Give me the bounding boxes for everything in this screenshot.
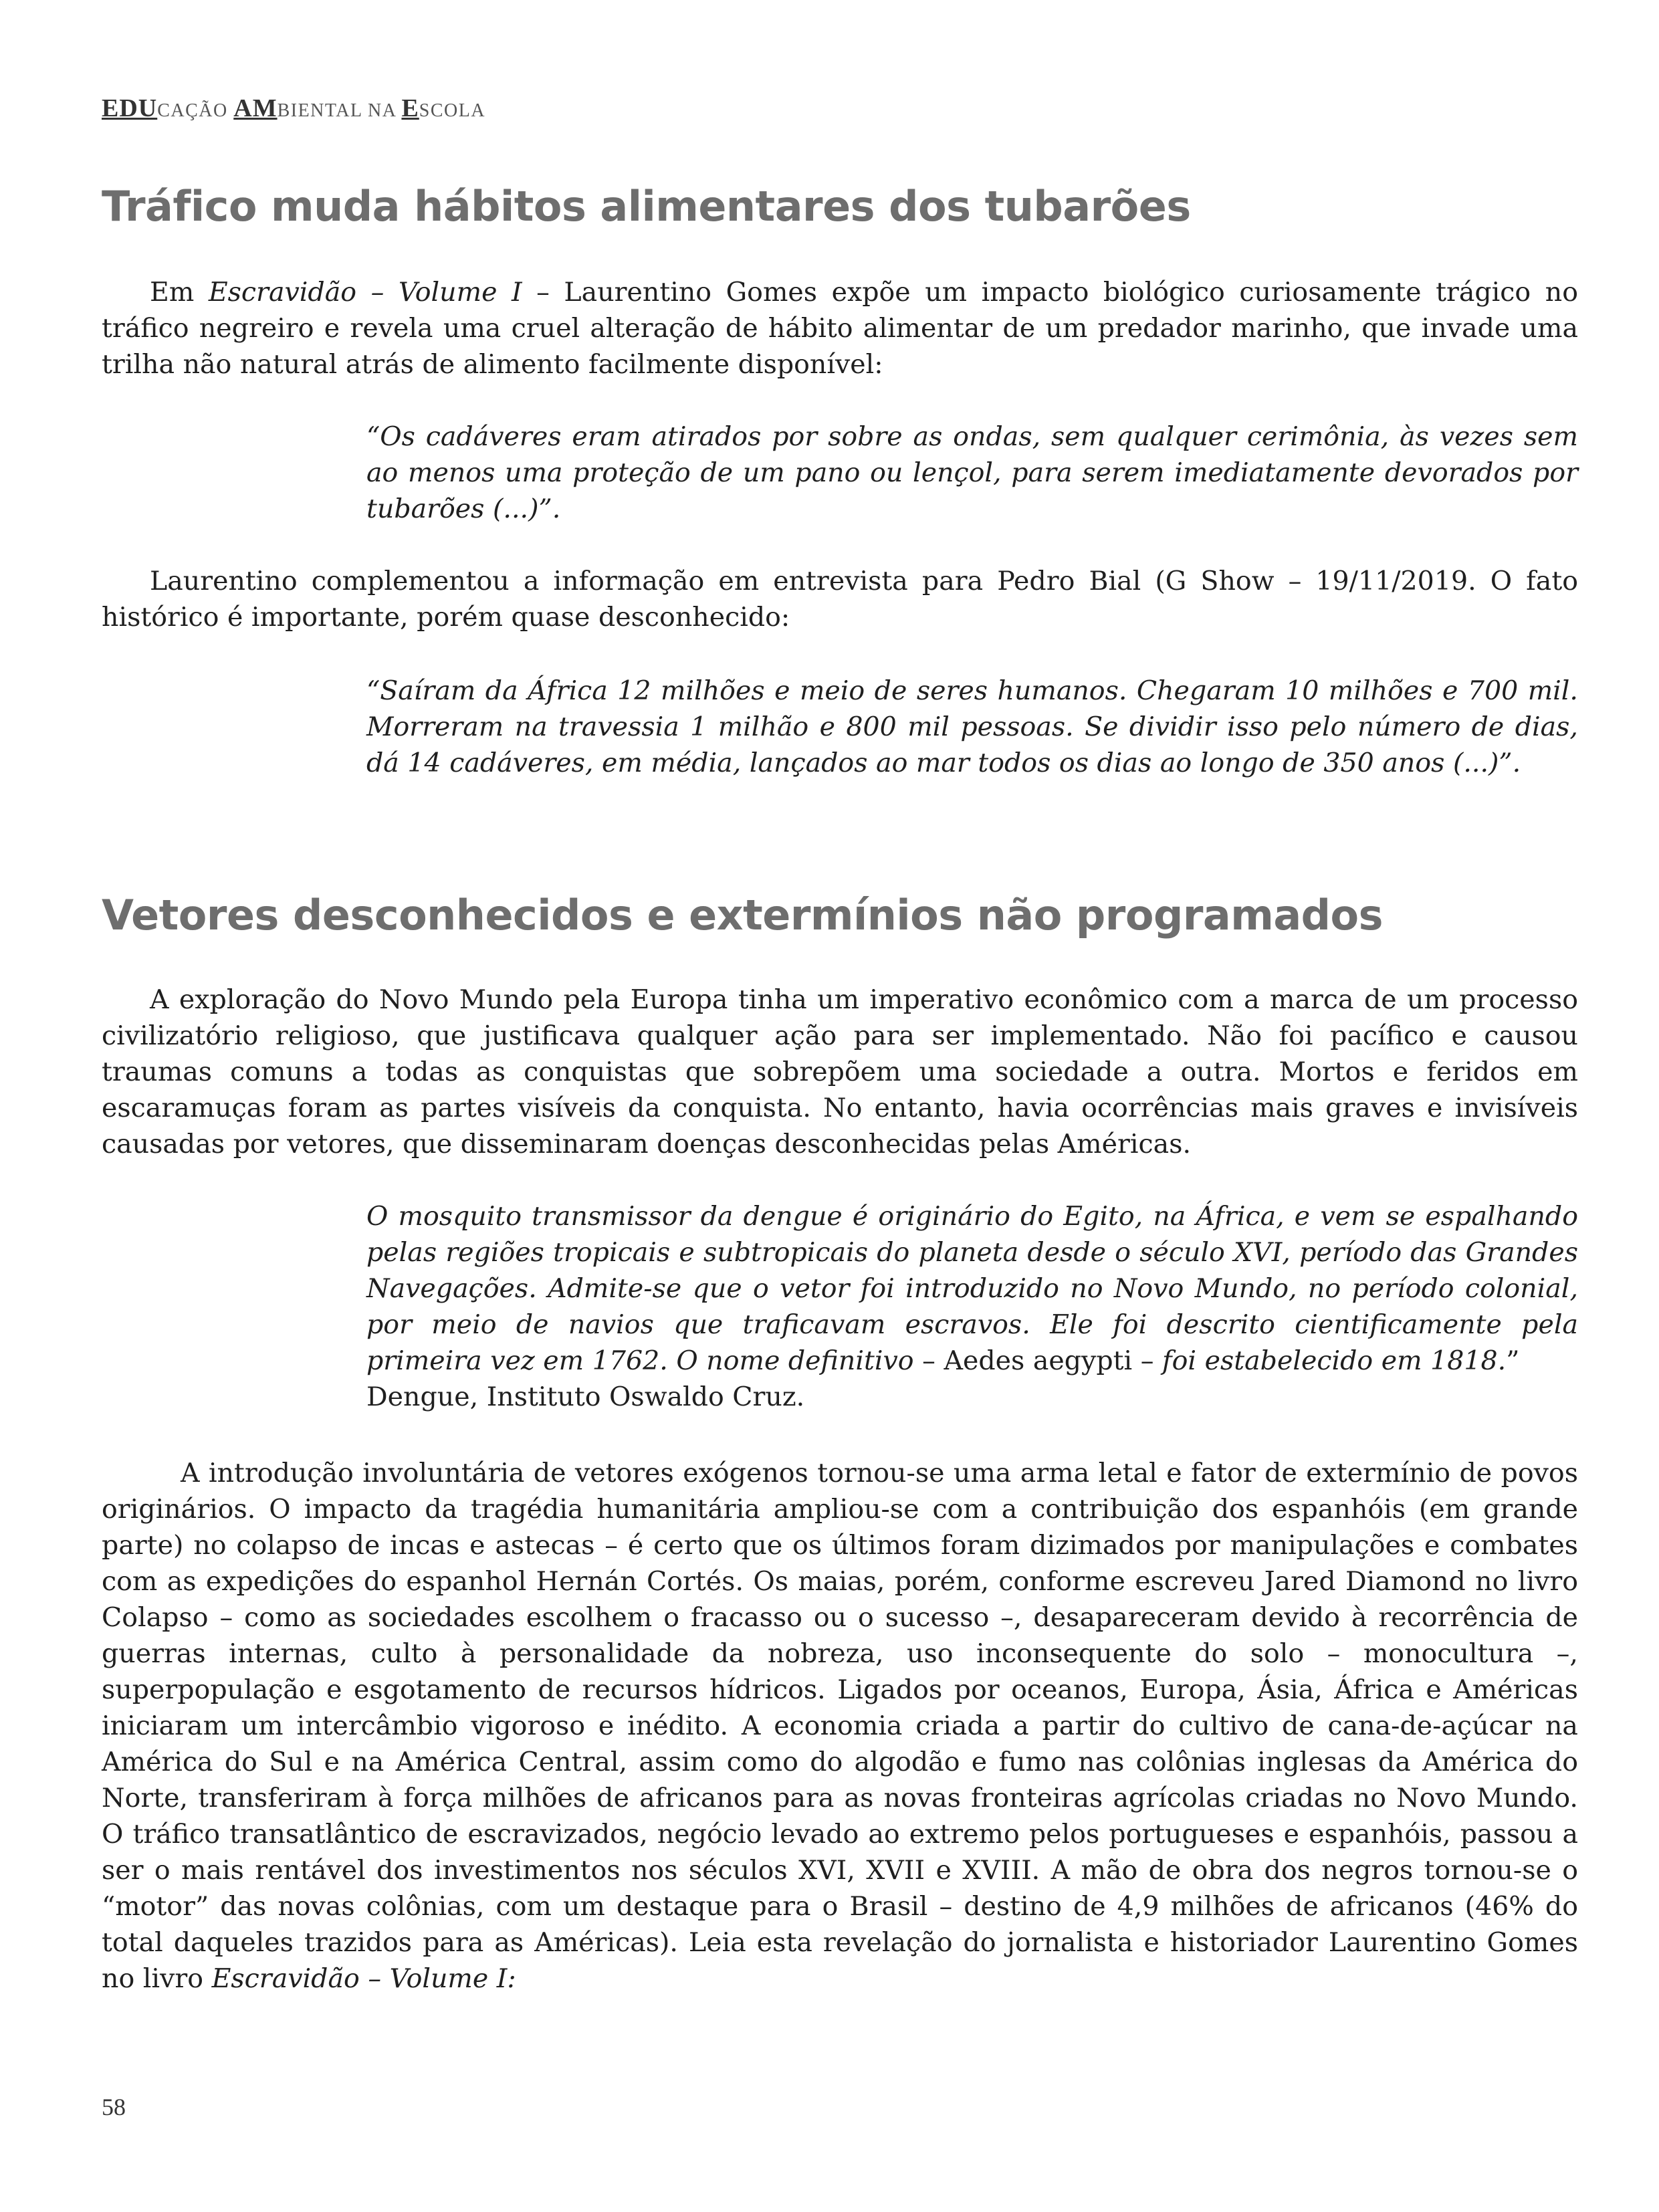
text-run: Em [150, 277, 209, 308]
header-cap-2: AM [233, 94, 278, 122]
quote-source: Dengue, Instituto Oswaldo Cruz. [366, 1381, 805, 1412]
closing-quote: ” [1506, 1345, 1520, 1376]
species-name: – Aedes aegypti – [913, 1345, 1163, 1376]
paragraph-interview: Laurentino complementou a informação em entrevista para Pedro Bial (G Show – 19/11/2019. O fato histórico é importante, porém quase desconhecido: [102, 566, 1578, 633]
quote-dengue [366, 1198, 1578, 1415]
paragraph-intro-sharks [102, 274, 1578, 382]
text-run: foi estabelecido em 1818. [1162, 1345, 1507, 1376]
paragraph-new-world: A exploração do Novo Mundo pela Europa tinha um imperativo econômico com a marca de um processo civilizatório religioso, que justificava qualquer ação para ser implementado. Não foi pacífico e causou traumas comuns a todas as conquistas que sobrepõem uma sociedade a outra. Mortos e feridos em escaramuças foram as partes visíveis da conquista. No entanto, havia ocorrências mais graves e invisíveis causadas por vetores, que disseminaram doenças desconhecidas pelas Américas. [102, 984, 1578, 1159]
page-number: 58 [102, 2094, 126, 2120]
header-cap-1: EDU [102, 94, 158, 122]
section-title-sharks: Tráfico muda hábitos alimentares dos tubarões [102, 182, 1191, 231]
book-title: Escravidão – Volume I [208, 277, 522, 308]
text-run: O mosquito transmissor da dengue é originário do Egito, na África, e vem se espalhando pelas regiões tropicais e subtropicais do planeta desde o século XVI, período das Grandes Navegações. Admite-se que o vetor foi introduzido no Novo Mundo, no período colonial, por meio de navios que traficavam escravos. Ele foi descrito cientificamente pela primeira vez em 1762. O nome definitivo [366, 1201, 1578, 1376]
quote-statistics: “Saíram da África 12 milhões e meio de seres humanos. Chegaram 10 milhões e 700 mil. Morreram na travessia 1 milhão e 800 mil pessoas. Se dividir isso pelo número de dias, dá 14 cadáveres, em média, lançados ao mar todos os dias ao longo de 350 anos (...)”. [366, 675, 1578, 778]
text-run: – Laurentino Gomes expõe um impacto biológico curiosamente trágico no tráfico negreiro e revela uma cruel alteração de hábito alimentar de um predador marinho, que invade uma trilha não natural atrás de alimento facilmente disponível: [102, 277, 1578, 380]
header-rest-3: SCOLA [419, 100, 486, 121]
quote-cadavers: “Os cadáveres eram atirados por sobre as ondas, sem qualquer cerimônia, às vezes sem ao menos uma proteção de um pano ou lençol, para serem imediatamente devorados por tubarões (...)”. [366, 421, 1578, 524]
book-title: Escravidão – Volume I: [211, 1963, 516, 1994]
header-cap-3: E [401, 94, 419, 122]
text-run: A introdução involuntária de vetores exógenos tornou-se uma arma letal e fator de extermínio de povos originários. O impacto da tragédia humanitária ampliou-se com a contribuição dos espanhóis (em grande parte) no colapso de incas e astecas – é certo que os últimos foram dizimados por manipulações e combates com as expedições do espanhol Hernán Cortés. Os maias, porém, conforme escreveu Jared Diamond no livro Colapso – como as sociedades escolhem o fracasso ou o sucesso –, desapareceram devido à recorrência de guerras internas, culto à personalidade da nobreza, uso inconsequente do solo – monocultura –, superpopulação e esgotamento de recursos hídricos. Ligados por oceanos, Europa, Ásia, África e Américas iniciaram um intercâmbio vigoroso e inédito. A economia criada a partir do cultivo de cana-de-açúcar na América do Sul e na América Central, assim como do algodão e fumo nas colônias inglesas da América do Norte, transferiram à força milhões de africanos para as novas fronteiras agrícolas criadas no Novo Mundo. O tráfico transatlântico de escravizados, negócio levado ao extremo pelos portugueses e espanhóis, passou a ser o mais rentável dos investimentos nos séculos XVI, XVII e XVIII. A mão de obra dos negros tornou-se o “motor” das novas colônias, com um destaque para o Brasil – destino de 4,9 milhões de africanos (46% do total daqueles trazidos para as Américas). Leia esta revelação do jornalista e historiador Laurentino Gomes no livro [102, 1458, 1578, 1994]
running-header [102, 94, 485, 123]
section-title-vectors: Vetores desconhecidos e extermínios não programados [102, 891, 1384, 939]
paragraph-involuntary-introduction [102, 1455, 1578, 1997]
header-rest-1: CAÇÃO [157, 100, 234, 121]
header-rest-2: BIENTAL NA [277, 100, 402, 121]
